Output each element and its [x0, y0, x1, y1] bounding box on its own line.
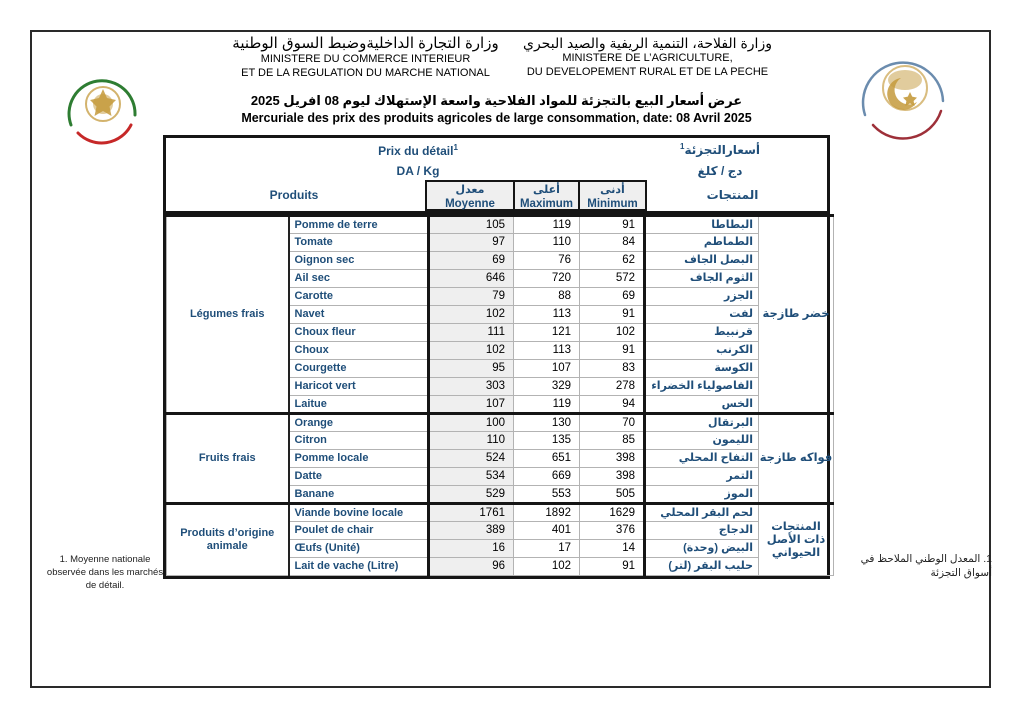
table-row [167, 216, 834, 234]
maximum-value: 130 [514, 414, 580, 432]
table-row [167, 504, 834, 522]
commerce-ministry-french-line1: MINISTERE DU COMMERCE INTERIEUR [260, 53, 471, 65]
category-label-fr: Légumes frais [167, 216, 289, 414]
product-name-ar: الفاصولياء الخضراء [645, 378, 759, 396]
moyenne-value: 100 [429, 414, 514, 432]
unit-label-ar: دج / كلغ [697, 164, 743, 178]
moyenne-value: 646 [429, 270, 514, 288]
moyenne-value: 96 [429, 558, 514, 576]
product-name-ar: البصل الجاف [645, 252, 759, 270]
minimum-value: 91 [580, 306, 645, 324]
agriculture-ministry-french-line1: MINISTERE DE L’AGRICULTURE, [562, 51, 733, 64]
minimum-value: 376 [580, 522, 645, 540]
moyenne-value: 107 [429, 396, 514, 414]
maximum-value: 113 [514, 306, 580, 324]
commerce-ministry-heading [178, 35, 553, 81]
moyenne-value: 303 [429, 378, 514, 396]
price-table [163, 135, 833, 579]
maximum-value: 669 [514, 468, 580, 486]
product-name-ar: التمر [645, 468, 759, 486]
price-table-body [167, 216, 834, 576]
product-name-fr: Choux fleur [289, 324, 429, 342]
product-name-fr: Ail sec [289, 270, 429, 288]
moyenne-value: 69 [429, 252, 514, 270]
minimum-value: 62 [580, 252, 645, 270]
products-column-header-ar: المنتجات [706, 188, 759, 202]
minimum-value: 70 [580, 414, 645, 432]
minimum-value: 91 [580, 342, 645, 360]
product-name-fr: Haricot vert [289, 378, 429, 396]
document-title-arabic: عرض أسعار البيع بالتجزئة للمواد الفلاحية واسعة الإستهلاك ليوم 08 افريل 2025 [250, 93, 743, 108]
maximum-value: 121 [514, 324, 580, 342]
footnote-arabic: 1. المعدل الوطني الملاحظ في أسواق التجزئة [860, 553, 992, 580]
moyenne-value: 529 [429, 486, 514, 504]
product-name-fr: Œufs (Unité) [289, 540, 429, 558]
maximum-value: 401 [514, 522, 580, 540]
moyenne-value: 102 [429, 342, 514, 360]
minimum-value: 85 [580, 432, 645, 450]
maximum-value: 119 [514, 396, 580, 414]
minimum-value: 69 [580, 288, 645, 306]
maximum-value: 76 [514, 252, 580, 270]
maximum-value: 135 [514, 432, 580, 450]
category-label-ar: خضر طازجة [759, 216, 834, 414]
product-name-fr: Pomme locale [289, 450, 429, 468]
moyenne-value: 16 [429, 540, 514, 558]
retail-price-text-ar: أسعارالتجزئة [684, 143, 760, 157]
maximum-value: 88 [514, 288, 580, 306]
product-name-ar: لفت [645, 306, 759, 324]
minimum-value: 1629 [580, 504, 645, 522]
product-name-ar: الكوسة [645, 360, 759, 378]
category-label-ar: فواكه طازجة [759, 414, 834, 504]
maximum-value: 329 [514, 378, 580, 396]
maximum-header-fr: Maximum [519, 198, 574, 210]
minimum-value: 398 [580, 450, 645, 468]
minimum-header-ar: أدنى [600, 184, 625, 196]
product-name-fr: Banane [289, 486, 429, 504]
product-name-ar: البطاطا [645, 216, 759, 234]
agriculture-ministry-heading [500, 35, 795, 79]
maximum-value: 17 [514, 540, 580, 558]
product-name-fr: Carotte [289, 288, 429, 306]
moyenne-value: 1761 [429, 504, 514, 522]
moyenne-value: 97 [429, 234, 514, 252]
product-name-ar: الطماطم [645, 234, 759, 252]
retail-price-text-fr: Prix du détail [378, 144, 454, 158]
minimum-header-fr: Minimum [587, 198, 638, 210]
moyenne-value: 95 [429, 360, 514, 378]
maximum-value: 107 [514, 360, 580, 378]
agriculture-ministry-seal-icon [850, 38, 956, 144]
minimum-value: 505 [580, 486, 645, 504]
price-table-header [166, 138, 827, 214]
product-name-ar: البيض (وحدة) [645, 540, 759, 558]
product-name-ar: لحم البقر المحلي [645, 504, 759, 522]
minimum-value: 14 [580, 540, 645, 558]
product-name-fr: Oignon sec [289, 252, 429, 270]
document-title-french: Mercuriale des prix des produits agricoles de large consommation, date: 08 Avril 2025 [241, 111, 752, 125]
footnote-marker: 1 [680, 142, 685, 151]
document-title-block [163, 93, 830, 125]
agriculture-ministry-french-line2: DU DEVELOPEMENT RURAL ET DE LA PECHE [526, 65, 769, 78]
commerce-ministry-seal-icon [58, 64, 144, 146]
minimum-value: 84 [580, 234, 645, 252]
product-name-fr: Laitue [289, 396, 429, 414]
minimum-value: 91 [580, 558, 645, 576]
maximum-value: 110 [514, 234, 580, 252]
product-name-ar: الموز [645, 486, 759, 504]
column-header-minimum [578, 180, 647, 211]
product-name-fr: Choux [289, 342, 429, 360]
product-name-fr: Navet [289, 306, 429, 324]
product-name-fr: Tomate [289, 234, 429, 252]
column-header-moyenne [425, 180, 515, 211]
maximum-value: 119 [514, 216, 580, 234]
product-name-fr: Citron [289, 432, 429, 450]
moyenne-header-fr: Moyenne [445, 198, 495, 210]
product-name-fr: Orange [289, 414, 429, 432]
product-name-fr: Courgette [289, 360, 429, 378]
retail-price-label-fr [288, 143, 548, 158]
product-name-ar: الدجاج [645, 522, 759, 540]
products-column-header-fr: Produits [269, 188, 319, 202]
minimum-value: 102 [580, 324, 645, 342]
column-header-maximum [513, 180, 580, 211]
product-name-ar: الليمون [645, 432, 759, 450]
moyenne-value: 389 [429, 522, 514, 540]
category-label-fr: Fruits frais [167, 414, 289, 504]
minimum-value: 94 [580, 396, 645, 414]
maximum-value: 651 [514, 450, 580, 468]
maximum-value: 720 [514, 270, 580, 288]
footnote-french: 1. Moyenne nationale observée dans les marchés de détail. [46, 554, 164, 591]
price-grid [166, 214, 834, 576]
minimum-value: 278 [580, 378, 645, 396]
moyenne-value: 110 [429, 432, 514, 450]
category-label-ar: المنتجات ذات الأصل الحيواني [759, 504, 834, 576]
product-name-fr: Viande bovine locale [289, 504, 429, 522]
maximum-value: 553 [514, 486, 580, 504]
product-name-fr: Datte [289, 468, 429, 486]
product-name-ar: التفاح المحلي [645, 450, 759, 468]
maximum-header-ar: أعلى [533, 184, 560, 196]
product-name-fr: Poulet de chair [289, 522, 429, 540]
product-name-ar: الجزر [645, 288, 759, 306]
product-name-ar: حليب البقر (لتر) [645, 558, 759, 576]
product-name-ar: قرنبيط [645, 324, 759, 342]
product-name-ar: الكرنب [645, 342, 759, 360]
product-name-fr: Lait de vache (Litre) [289, 558, 429, 576]
maximum-value: 1892 [514, 504, 580, 522]
unit-label-fr: DA / Kg [396, 164, 440, 178]
retail-price-label-ar [613, 142, 827, 157]
maximum-value: 113 [514, 342, 580, 360]
moyenne-value: 79 [429, 288, 514, 306]
product-name-fr: Pomme de terre [289, 216, 429, 234]
table-row [167, 414, 834, 432]
minimum-value: 398 [580, 468, 645, 486]
minimum-value: 83 [580, 360, 645, 378]
commerce-ministry-french-line2: ET DE LA REGULATION DU MARCHE NATIONAL [241, 66, 490, 79]
product-name-ar: البرتقال [645, 414, 759, 432]
product-name-ar: الثوم الجاف [645, 270, 759, 288]
commerce-ministry-arabic: وزارة التجارة الداخليةوضبط السوق الوطنية [232, 35, 499, 52]
minimum-value: 572 [580, 270, 645, 288]
product-name-ar: الخس [645, 396, 759, 414]
moyenne-value: 105 [429, 216, 514, 234]
minimum-value: 91 [580, 216, 645, 234]
moyenne-value: 111 [429, 324, 514, 342]
moyenne-value: 102 [429, 306, 514, 324]
maximum-value: 102 [514, 558, 580, 576]
category-label-fr: Produits d’origine animale [167, 504, 289, 576]
agriculture-ministry-arabic: وزارة الفلاحة، التنمية الريفية والصيد البحري [523, 35, 772, 51]
moyenne-header-ar: معدل [455, 184, 485, 196]
moyenne-value: 534 [429, 468, 514, 486]
footnote-marker: 1 [453, 143, 458, 152]
moyenne-value: 524 [429, 450, 514, 468]
